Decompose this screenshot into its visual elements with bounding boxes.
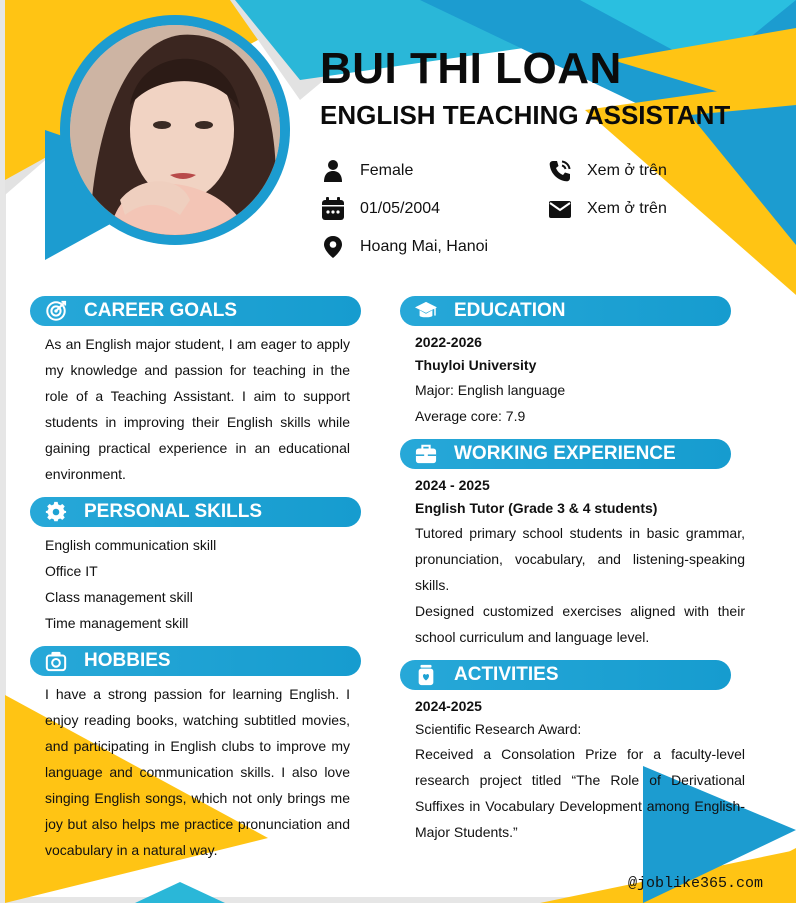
- birthday-value: 01/05/2004: [360, 200, 441, 217]
- candidate-name: BUI THI LOAN: [320, 44, 622, 93]
- calendar-icon: [320, 196, 346, 222]
- graduation-cap-icon: [414, 299, 438, 323]
- skill-item: English communication skill: [45, 537, 217, 553]
- personal-skills-header: [30, 497, 361, 527]
- experience-desc-2: Designed customized exercises aligned with their school curriculum and language level.: [415, 603, 745, 645]
- phone-row: [547, 158, 667, 184]
- education-title: EDUCATION: [454, 300, 566, 321]
- activities-header: [400, 660, 731, 690]
- education-school: Thuyloi University: [415, 357, 537, 373]
- hobbies-title: HOBBIES: [84, 650, 171, 671]
- skill-item: Class management skill: [45, 589, 193, 605]
- experience-role: English Tutor (Grade 3 & 4 students): [415, 500, 658, 516]
- career-goals-text: As an English major student, I am eager to apply my knowledge and passion for teaching in the role of a Teaching Assistant. I aim to support students in improving their English skills while gaining practical experience in an educational environment.: [45, 336, 350, 482]
- gender-row: [320, 158, 413, 184]
- phone-icon: [547, 158, 573, 184]
- camera-icon: [44, 649, 68, 673]
- watermark: @joblike365.com: [628, 875, 764, 892]
- career-goals-header: [30, 296, 361, 326]
- skill-item: Time management skill: [45, 615, 189, 631]
- address-row: [320, 234, 488, 260]
- education-period: 2022-2026: [415, 334, 482, 350]
- experience-header: [400, 439, 731, 469]
- briefcase-icon: [414, 442, 438, 466]
- hobbies-text: I have a strong passion for learning English. I enjoy reading books, watching subtitled movies, and participating in English clubs to improve my language and communication skills. I also love singing English songs, which not only brings me joy but also helps me practice pronunciation and vocabulary in a natural way.: [45, 686, 350, 858]
- activities-period: 2024-2025: [415, 698, 482, 714]
- personal-skills-title: PERSONAL SKILLS: [84, 501, 263, 522]
- education-major: Major: English language: [415, 382, 566, 398]
- activities-desc: Received a Consolation Prize for a faculty-level research project titled “The Role of Derivational Suffixes in Vocabulary Development among English-Major Students.”: [415, 746, 745, 840]
- person-icon: [320, 158, 346, 184]
- experience-desc-1: Tutored primary school students in basic grammar, pronunciation, vocabulary, and listening-speaking skills.: [415, 525, 745, 593]
- education-score: Average core: 7.9: [415, 408, 526, 424]
- target-icon: [44, 299, 68, 323]
- gear-icon: [44, 500, 68, 524]
- location-pin-icon: [320, 234, 346, 260]
- activities-title: ACTIVITIES: [454, 664, 559, 685]
- avatar: [70, 25, 280, 235]
- email-value: Xem ở trên: [587, 200, 667, 217]
- activities-award: Scientific Research Award:: [415, 721, 582, 737]
- email-row: [547, 196, 667, 222]
- career-goals-title: CAREER GOALS: [84, 300, 238, 321]
- job-title: ENGLISH TEACHING ASSISTANT: [320, 100, 731, 130]
- experience-title: WORKING EXPERIENCE: [454, 443, 676, 464]
- education-header: [400, 296, 731, 326]
- envelope-icon: [547, 196, 573, 222]
- birthday-row: [320, 196, 440, 222]
- medal-jar-icon: [414, 663, 438, 687]
- skill-item: Office IT: [45, 563, 98, 579]
- hobbies-header: [30, 646, 361, 676]
- address-value: Hoang Mai, Hanoi: [360, 238, 489, 255]
- gender-value: Female: [360, 162, 414, 179]
- experience-period: 2024 - 2025: [415, 477, 490, 493]
- phone-value: Xem ở trên: [587, 162, 667, 179]
